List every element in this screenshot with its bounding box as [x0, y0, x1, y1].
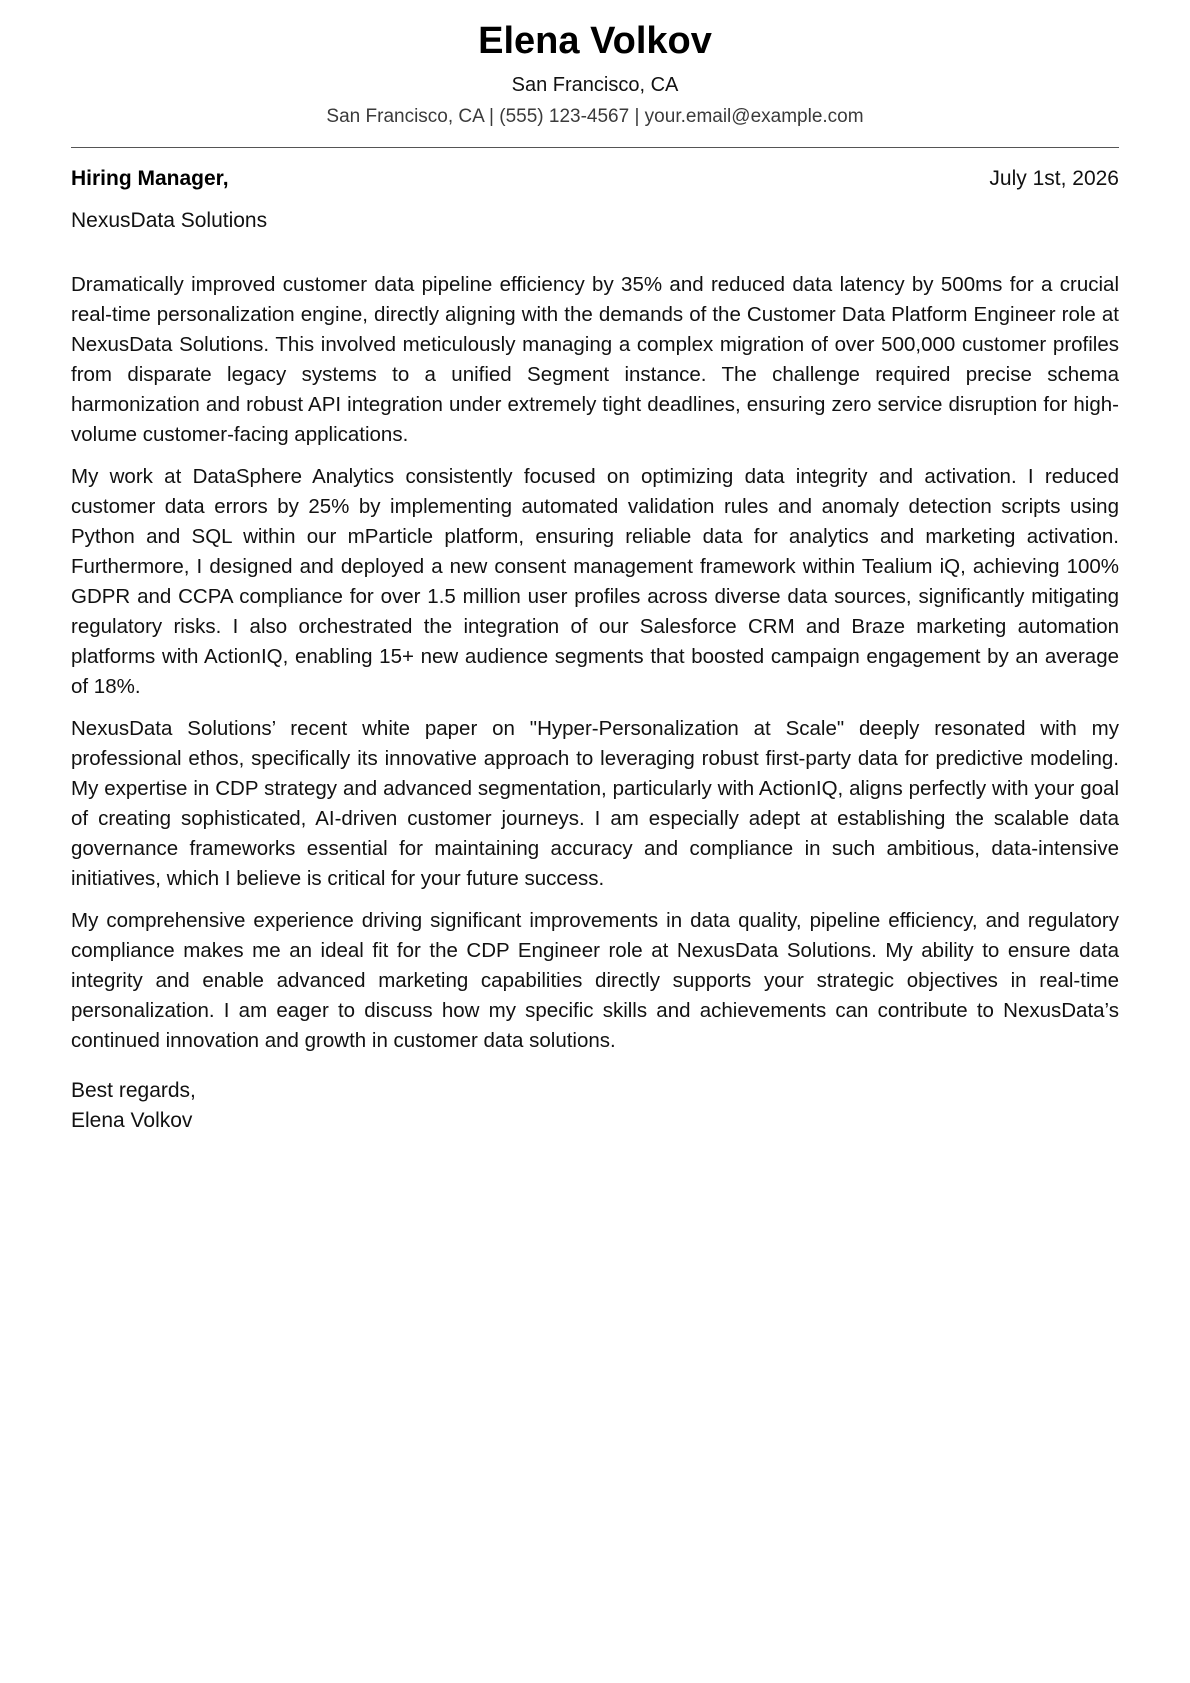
sign-off: Best regards,: [71, 1079, 196, 1102]
recipient-row: [71, 164, 1119, 194]
sender-name: Elena Volkov: [478, 20, 712, 62]
letter-date: July 1st, 2026: [989, 167, 1119, 190]
sender-contact-line: San Francisco, CA | (555) 123-4567 | your.email@example.com: [326, 106, 864, 127]
body-paragraph: My work at DataSphere Analytics consistently focused on optimizing data integrity and activation. I reduced customer data errors by 25% by implementing automated validation rules and anomaly detection scripts using Python and SQL within our mParticle platform, ensuring reliable data for analytics and marketing activation. Furthermore, I designed and deployed a new consent management framework within Tealium iQ, achieving 100% GDPR and CCPA compliance for over 1.5 million user profiles across diverse data sources, significantly mitigating regulatory risks. I also orchestrated the integration of our Salesforce CRM and Braze marketing automation platforms with ActionIQ, enabling 15+ new audience segments that boosted campaign engagement by an average of 18%.: [71, 465, 1119, 698]
body-paragraph: Dramatically improved customer data pipeline efficiency by 35% and reduced data latency by 500ms for a crucial real-time personalization engine, directly aligning with the demands of the Customer Data Platform Engineer role at NexusData Solutions. This involved meticulously managing a complex migration of over 500,000 customer profiles from disparate legacy systems to a unified Segment instance. The challenge required precise schema harmonization and robust API integration under extremely tight deadlines, ensuring zero service disruption for high-volume customer-facing applications.: [71, 273, 1119, 446]
sender-location: San Francisco, CA: [511, 74, 679, 96]
recipient-company: NexusData Solutions: [71, 209, 268, 232]
header-divider: [71, 147, 1119, 148]
letter-body: [71, 270, 1119, 1056]
body-paragraph: NexusData Solutions’ recent white paper on "Hyper-Personalization at Scale" deeply resonated with my professional ethos, specifically its innovative approach to leveraging robust first-party data for predictive modeling. My expertise in CDP strategy and advanced segmentation, particularly with ActionIQ, aligns perfectly with your goal of creating sophisticated, AI-driven customer journeys. I am especially adept at establishing the scalable data governance frameworks essential for maintaining accuracy and compliance in such ambitious, data-intensive initiatives, which I believe is critical for your future success.: [71, 717, 1119, 890]
body-paragraph: My comprehensive experience driving significant improvements in data quality, pipeline efficiency, and regulatory compliance makes me an ideal fit for the CDP Engineer role at NexusData Solutions. My ability to ensure data integrity and enable advanced marketing capabilities directly supports your strategic objectives in real-time personalization. I am eager to discuss how my specific skills and achievements can contribute to NexusData’s continued innovation and growth in customer data solutions.: [71, 909, 1119, 1052]
letter-closing: [71, 1076, 1119, 1136]
signature-name: Elena Volkov: [71, 1109, 193, 1132]
recipient-greeting: Hiring Manager,: [71, 167, 229, 190]
letter-header: [71, 0, 1119, 130]
